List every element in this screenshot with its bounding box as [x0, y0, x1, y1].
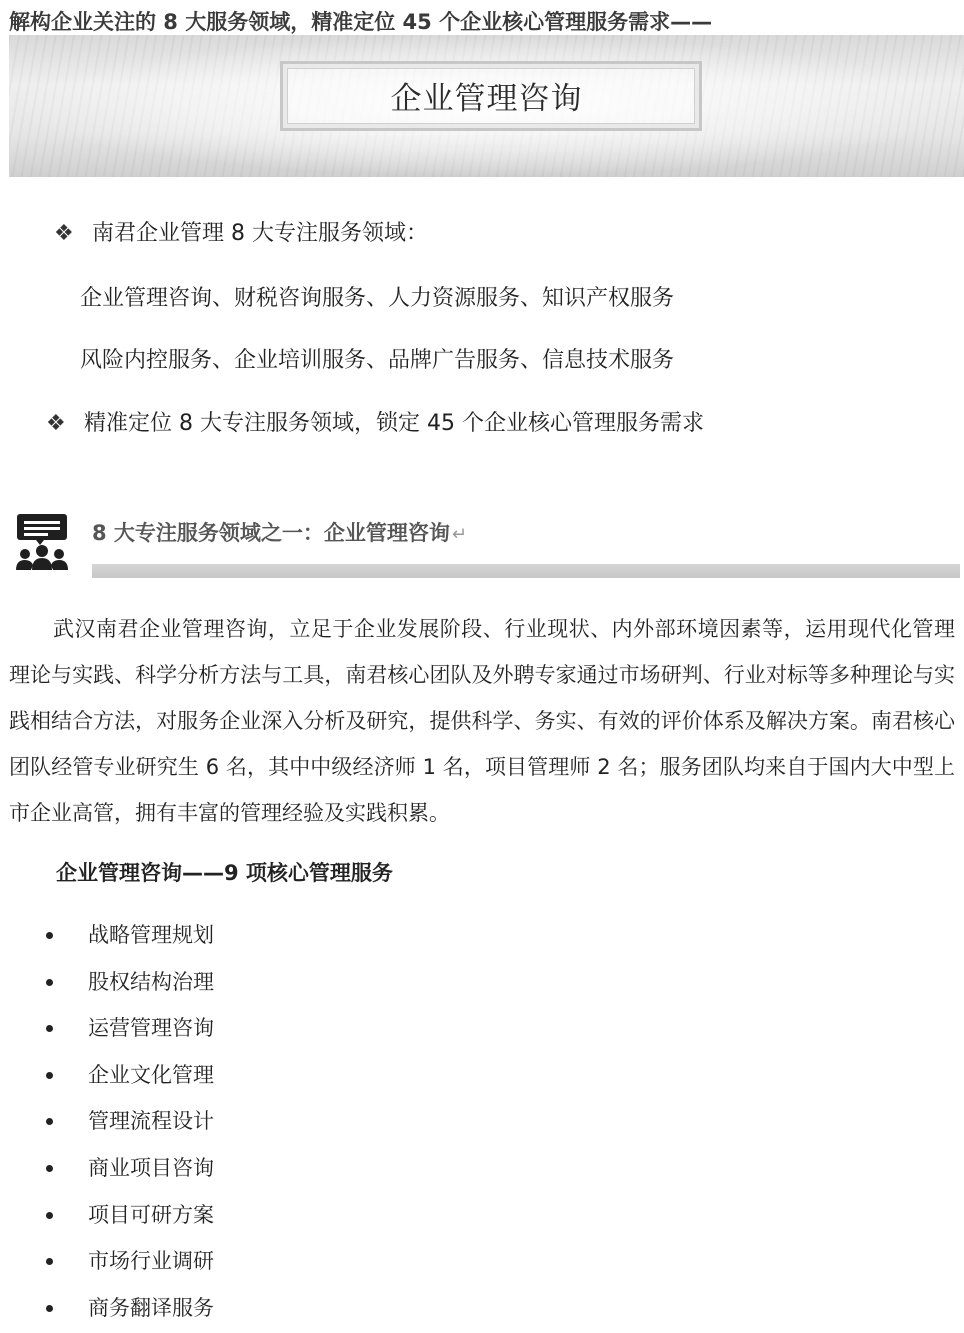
presentation-audience-icon: [14, 513, 70, 571]
service-label: 战略管理规划: [88, 923, 214, 947]
list-item: [0, 1054, 214, 1101]
service-label: 管理流程设计: [88, 1109, 214, 1134]
overview-item-label: 精准定位 8 大专注服务领域，锁定 45 个企业核心管理服务需求: [84, 411, 704, 436]
bullet-dot-icon: [46, 1118, 53, 1125]
service-label: 项目可研方案: [88, 1202, 214, 1227]
overview-item-positioning: [46, 406, 704, 437]
service-label: 运营管理咨询: [88, 1016, 214, 1041]
service-label: 商业项目咨询: [88, 1155, 214, 1180]
list-item: [0, 1194, 214, 1241]
intro-line: 解构企业关注的 8 大服务领域，精准定位 45 个企业核心管理服务需求——: [9, 10, 713, 34]
return-mark: ↵: [451, 524, 468, 545]
services-sub-heading: 企业管理咨询——9 项核心管理服务: [56, 861, 393, 885]
bullet-dot-icon: [46, 1165, 53, 1172]
overview-item-label: 南君企业管理 8 大专注服务领域：: [92, 221, 428, 246]
section-title-text: 8 大专注服务领域之一：企业管理咨询: [92, 521, 450, 545]
bullet-dot-icon: [46, 1305, 53, 1312]
overview-item-focus-areas: [54, 216, 428, 247]
list-item: [0, 1287, 214, 1333]
title-banner: [9, 35, 964, 177]
service-label: 股权结构治理: [88, 969, 214, 994]
bullet-dot-icon: [46, 1258, 53, 1265]
list-item: [0, 1100, 214, 1147]
focus-areas-line-1: 企业管理咨询、财税咨询服务、人力资源服务、知识产权服务: [80, 286, 675, 311]
bullet-dot-icon: [46, 979, 53, 986]
bullet-dot-icon: [46, 1072, 53, 1079]
service-label: 企业文化管理: [88, 1062, 214, 1087]
focus-areas-line-2: 风险内控服务、企业培训服务、品牌广告服务、信息技术服务: [80, 348, 675, 373]
banner-title: 企业管理咨询: [390, 81, 583, 117]
bullet-dot-icon: [46, 1212, 53, 1219]
section-divider-bar: [92, 564, 960, 578]
list-item: [0, 961, 214, 1008]
bullet-dot-icon: [46, 932, 53, 939]
list-item: [0, 1240, 214, 1287]
diamond-bullet-icon: ❖: [54, 221, 74, 246]
service-label: 市场行业调研: [88, 1249, 214, 1274]
list-item: [0, 1007, 214, 1054]
list-item: [0, 1147, 214, 1194]
list-item: [0, 914, 214, 961]
bullet-dot-icon: [46, 1025, 53, 1032]
section-title: [92, 517, 467, 547]
core-services-list: [0, 914, 214, 1333]
intro-paragraph: 武汉南君企业管理咨询，立足于企业发展阶段、行业现状、内外部环境因素等，运用现代化管理理论与实践、科学分析方法与工具，南君核心团队及外聘专家通过市场研判、行业对标等多种理论与实践相结合方法，对服务企业深入分析及研究，提供科学、务实、有效的评价体系及解决方案。南君核心团队经管专业研究生 6 名，其中中级经济师 1 名，项目管理师 2 名；服务团队均来自于国内大中型上市企业高管，拥有丰富的管理经验及实践积累。: [9, 617, 955, 825]
diamond-bullet-icon: ❖: [46, 411, 66, 436]
service-label: 商务翻译服务: [88, 1295, 214, 1320]
